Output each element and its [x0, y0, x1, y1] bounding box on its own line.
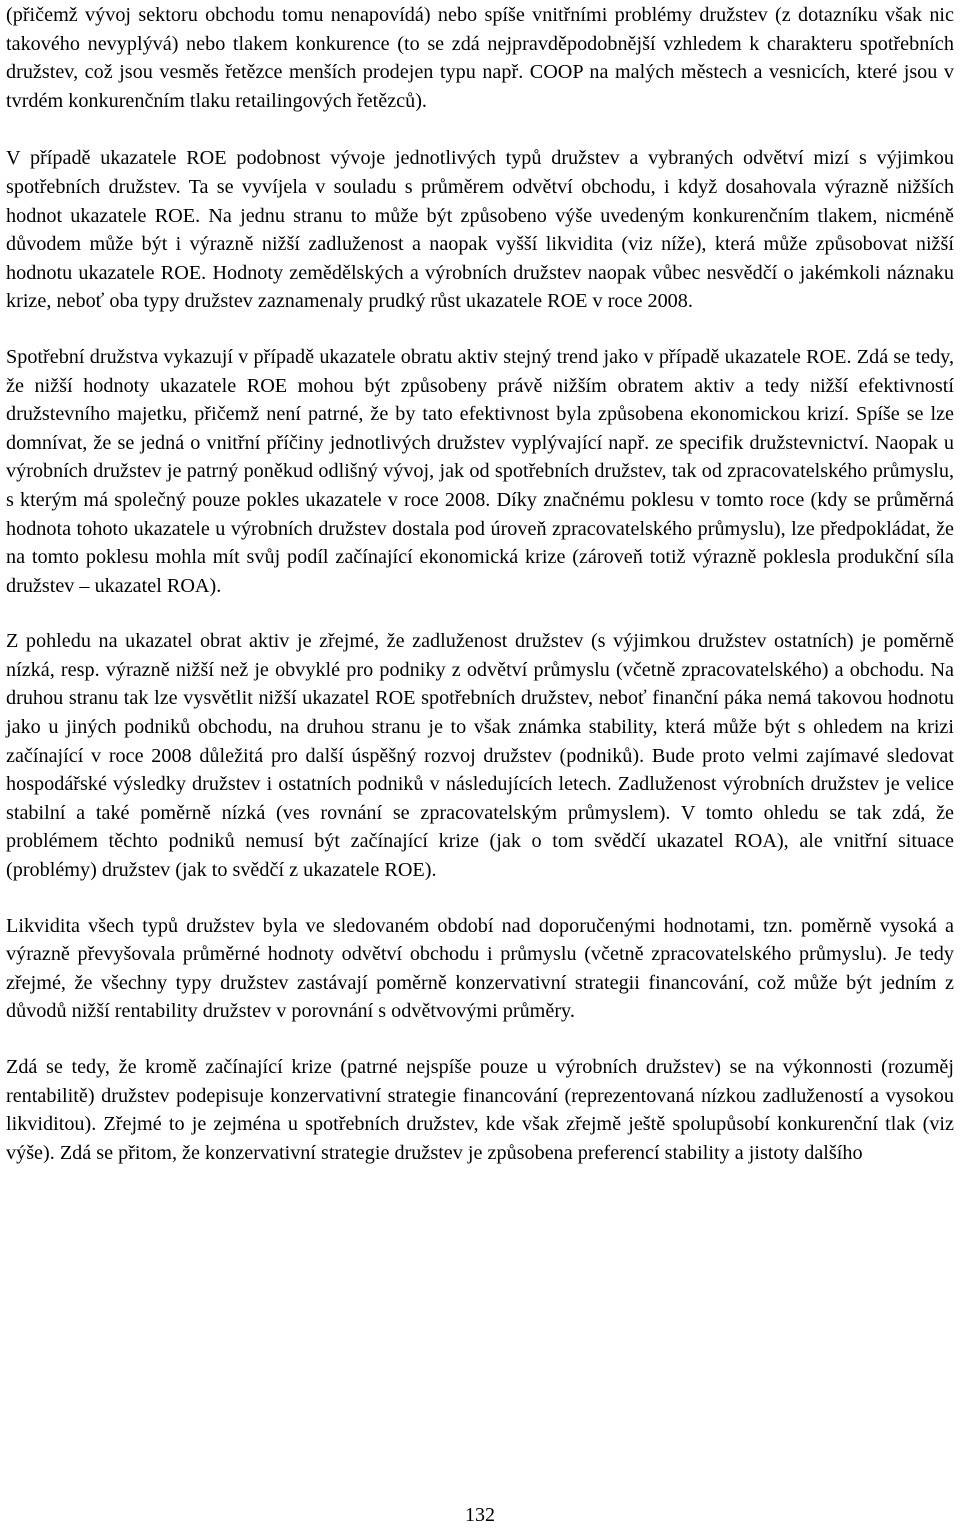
document-page: [6, 0, 954, 1167]
paragraph-6: Zdá se tedy, že kromě začínající krize (patrné nejspíše pouze u výrobních družstev) se na výkonnosti (rozuměj rentabilitě) družstev podepisuje konzervativní strategie financování (reprezentovaná nízkou zadlužeností a vysokou likviditou). Zřejmé to je zejména u spotřebních družstev, kde však zřejmě ještě spolupůsobí konkurenční tlak (viz výše). Zdá se přitom, že konzervativní strategie družstev je způsobena preferencí stability a jistoty dalšího: [6, 1056, 954, 1164]
paragraph-1: (přičemž vývoj sektoru obchodu tomu nenapovídá) nebo spíše vnitřními problémy družstev (z dotazníku však nic takového nevyplývá) nebo tlakem konkurence (to se zdá nejpravděpodobnější vzhledem k charakteru spotřebních družstev, což jsou vesměs řetězce menších prodejen typu např. COOP na malých městech a vesnicích, které jsou v tvrdém konkurenčním tlaku retailingových řetězců).: [6, 4, 954, 112]
page-number: 132: [465, 1504, 495, 1526]
paragraph-5: Likvidita všech typů družstev byla ve sledovaném období nad doporučenými hodnotami, tzn. poměrně vysoká a výrazně převyšovala průměrné hodnoty odvětví obchodu i průmyslu (včetně zpracovatelského průmyslu). Je tedy zřejmé, že všechny typy družstev zastávají poměrně konzervativní strategii financování, což může být jedním z důvodů nižší rentability družstev v porovnání s odvětvovými průměry.: [6, 914, 954, 1023]
paragraph-3: Spotřební družstva vykazují v případě ukazatele obratu aktiv stejný trend jako v případě ukazatele ROE. Zdá se tedy, že nižší hodnoty ukazatele ROE mohou být způsobeny právě nižším obratem aktiv a tedy nižší efektivností družstevního majetku, přičemž není patrné, že by tato efektivnost byla způsobena ekonomickou krizí. Spíše se lze domnívat, že se jedná o vnitřní příčiny jednotlivých družstev vyplývající např. ze specifik družstevnictví. Naopak u výrobních družstev je patrný poněkud odlišný vývoj, jak od spotřebních družstev, tak od zpracovatelského průmyslu, s kterým má společný pouze pokles ukazatele v roce 2008. Díky značnému poklesu v tomto roce (kdy se průměrná hodnota tohoto ukazatele u výrobních družstev dostala pod úroveň zpracovatelského průmyslu), lze předpokládat, že na tomto poklesu mohla mít svůj podíl začínající ekonomická krize (zároveň totiž výrazně poklesla produkční síla družstev – ukazatel ROA).: [6, 345, 954, 597]
paragraph-4: Z pohledu na ukazatel obrat aktiv je zřejmé, že zadluženost družstev (s výjimkou družstev ostatních) je poměrně nízká, resp. výrazně nižší než je obvyklé pro podniky z odvětví průmyslu (včetně zpracovatelského) a obchodu. Na druhou stranu tak lze vysvětlit nižší ukazatel ROE spotřebních družstev, neboť finanční páka nemá takovou hodnotu jako u jiných podniků obchodu, na druhou stranu je to však známka stability, která může být s ohledem na krizi začínající v roce 2008 důležitá pro další úspěšný rozvoj družstev (podniků). Bude proto velmi zajímavé sledovat hospodářské výsledky družstev i ostatních podniků v následujících letech. Zadluženost výrobních družstev je velice stabilní a také poměrně nízká (ves rovnání se zpracovatelským průmyslem). V tomto ohledu se tak zdá, že problémem těchto podniků nemusí být začínající krize (jak o tom svědčí ukazatel ROA), ale vnitřní situace (problémy) družstev (jak to svědčí z ukazatele ROE).: [6, 630, 954, 882]
paragraph-2: V případě ukazatele ROE podobnost vývoje jednotlivých typů družstev a vybraných odvětví mizí s výjimkou spotřebních družstev. Ta se vyvíjela v souladu s průměrem odvětví obchodu, i když dosahovala výrazně nižších hodnot ukazatele ROE. Na jednu stranu to může být způsobeno výše uvedeným konkurenčním tlakem, nicméně důvodem může být i výrazně nižší zadluženost a naopak vyšší likvidita (viz níže), která může způsobovat nižší hodnotu ukazatele ROE. Hodnoty zemědělských a výrobních družstev naopak vůbec nesvědčí o jakémkoli náznaku krize, neboť oba typy družstev zaznamenaly prudký růst ukazatele ROE v roce 2008.: [6, 147, 954, 313]
